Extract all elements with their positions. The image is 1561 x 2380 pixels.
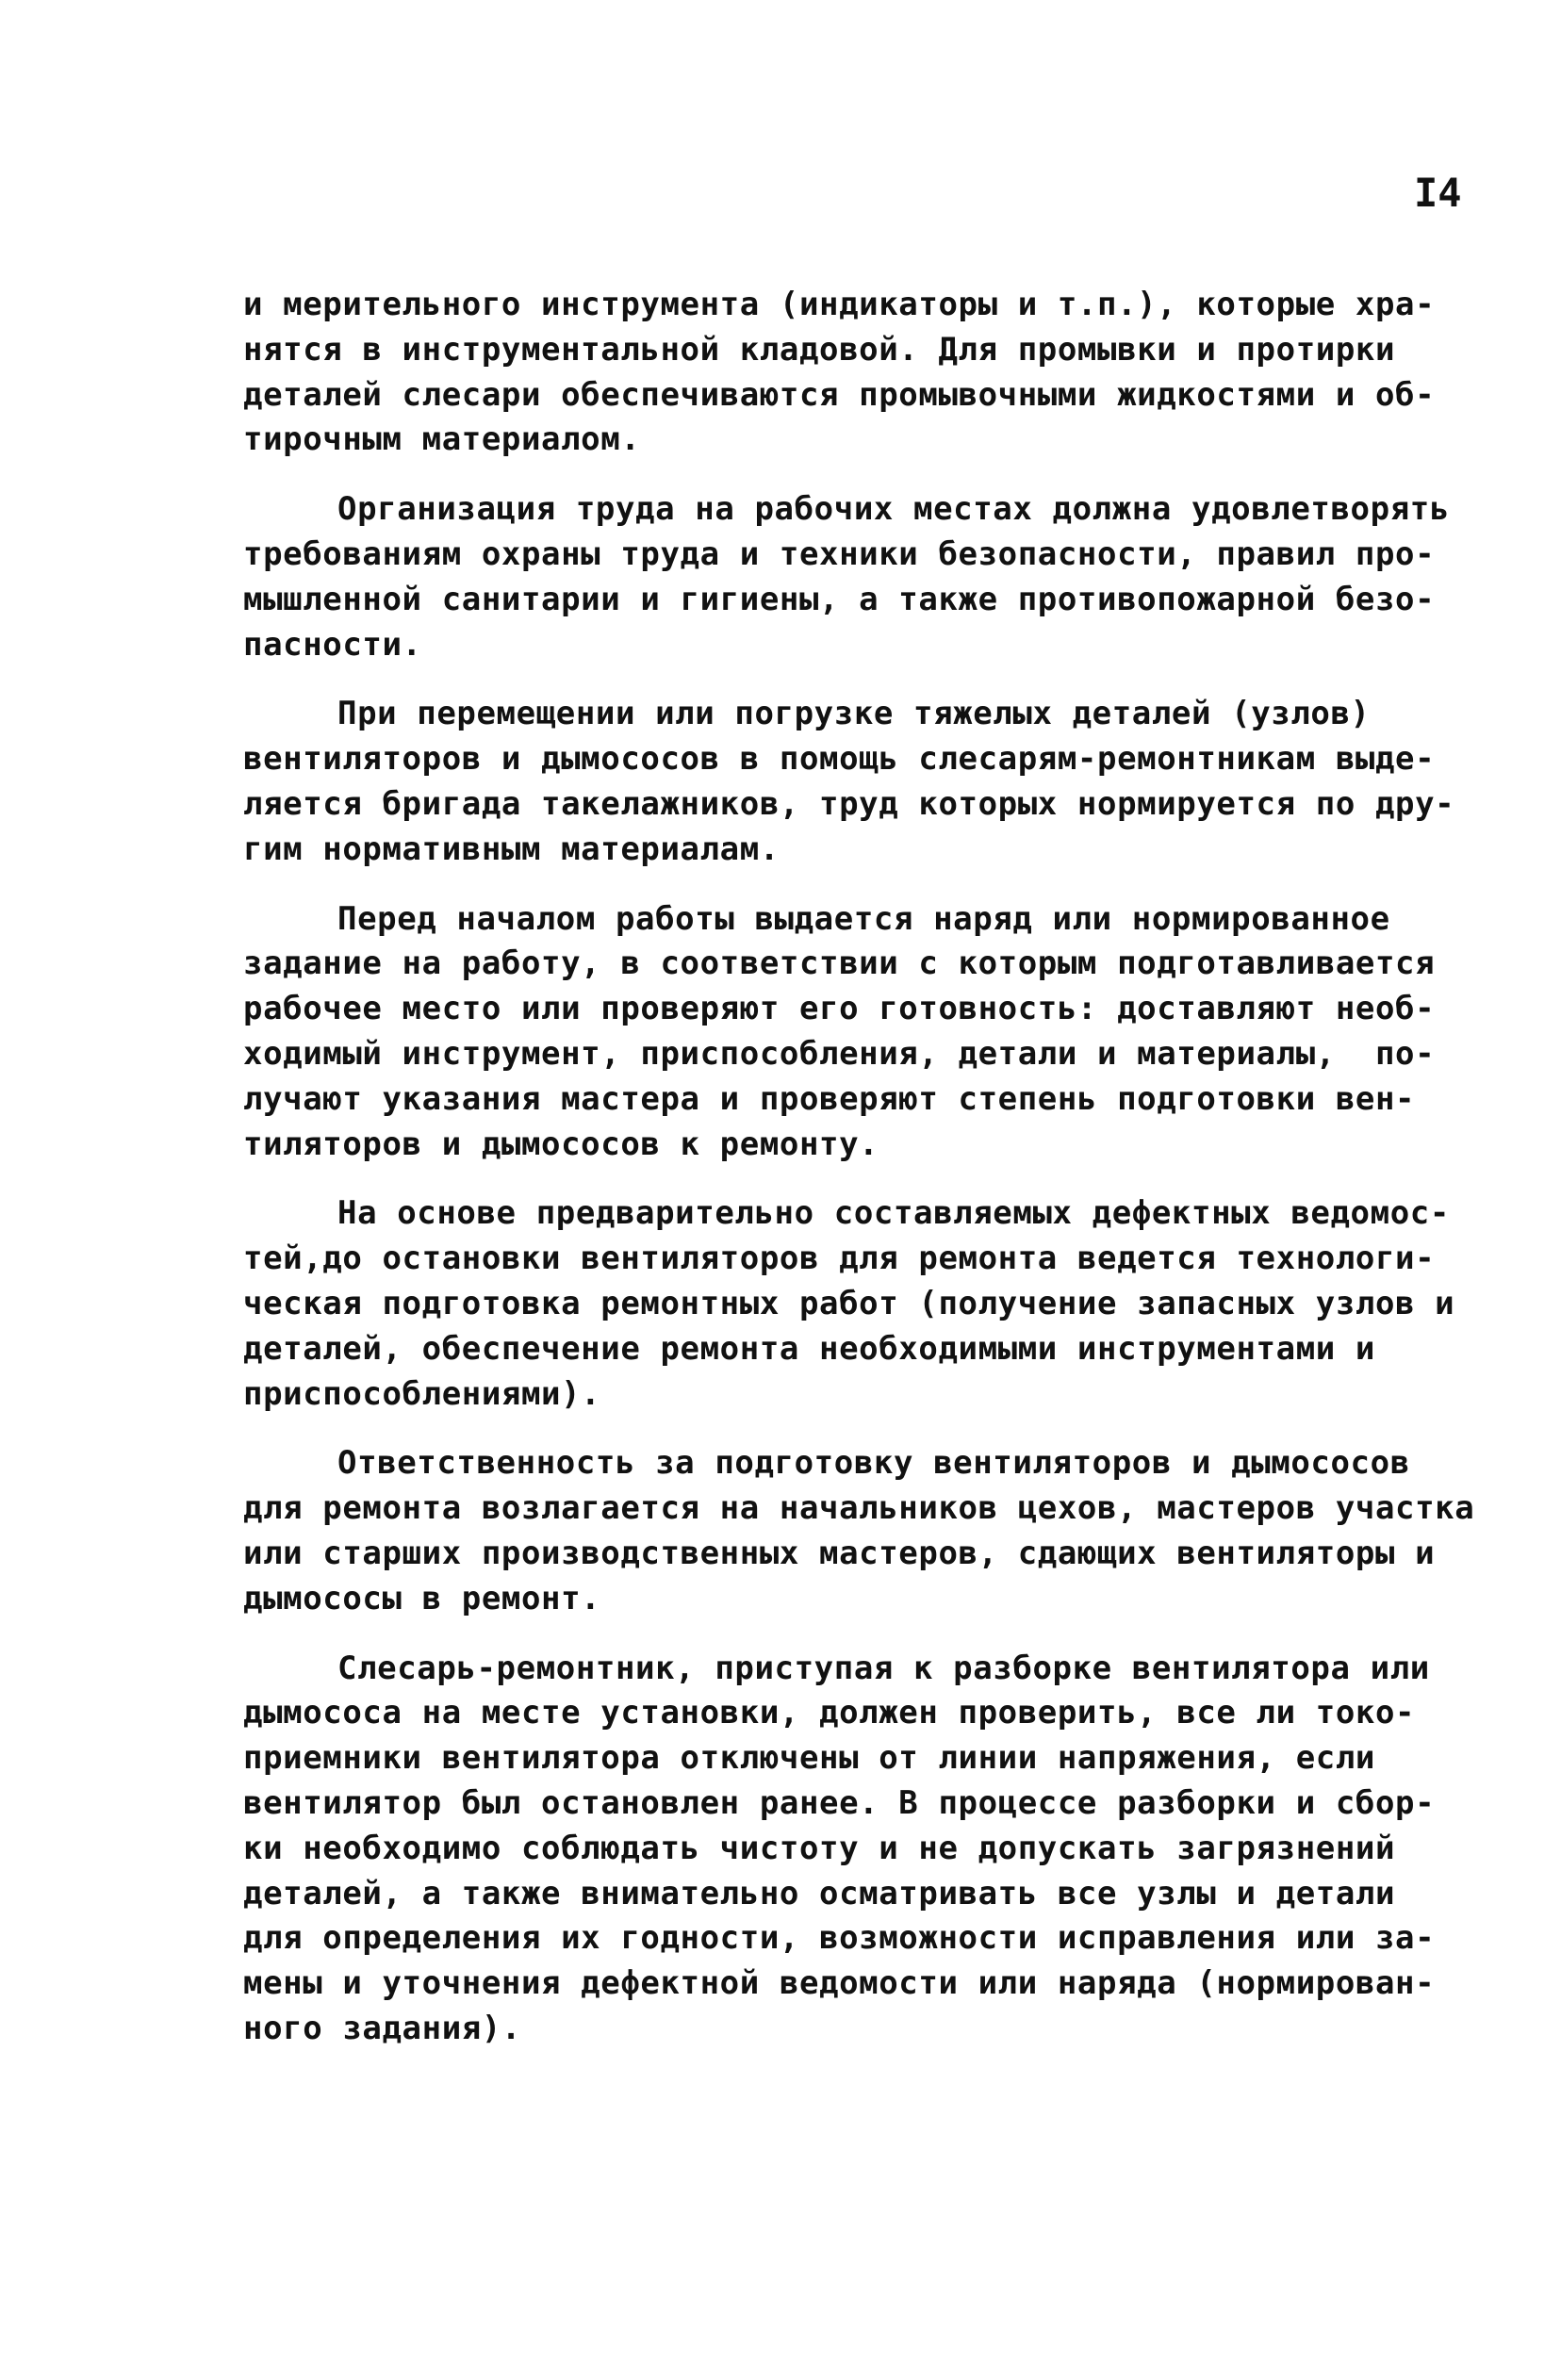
text-line: требованиям охраны труда и техники безопасности, правил про- (243, 534, 1436, 573)
paragraph (243, 1647, 1506, 2052)
text-line: На основе предварительно составляемых дефектных ведомос- (337, 1194, 1450, 1233)
text-line: Перед началом работы выдается наряд или нормированное (337, 899, 1390, 938)
text-line: пасности. (243, 625, 422, 664)
text-line: для ремонта возлагается на начальников цехов, мастеров участка (243, 1489, 1475, 1528)
text-line: задание на работу, в соответствии с которым подготавливается (243, 944, 1436, 983)
text-line: и мерительного инструмента (индикаторы и т.п.), которые хра- (243, 286, 1436, 323)
text-line: деталей, обеспечение ремонта необходимыми инструментами и (243, 1329, 1375, 1368)
text-line: деталей, а также внимательно осматривать все узлы и детали (243, 1874, 1396, 1912)
text-line: нятся в инструментальной кладовой. Для промывки и протирки (243, 330, 1396, 369)
text-line: для определения их годности, возможности исправления или за- (243, 1919, 1436, 1958)
text-line: Ответственность за подготовку вентиляторов и дымососов (337, 1444, 1410, 1483)
text-line: ки необходимо соблюдать чистоту и не допускать загрязнений (243, 1829, 1396, 1867)
text-line: Организация труда на рабочих местах должна удовлетворять (337, 490, 1450, 529)
text-line: При перемещении или погрузке тяжелых деталей (узлов) (337, 695, 1371, 733)
text-line: Слесарь-ремонтник, приступая к разборке вентилятора или (337, 1649, 1430, 1687)
text-line: или старших производственных мастеров, сдающих вентиляторы и (243, 1534, 1436, 1572)
paragraph (243, 692, 1506, 872)
text-line: дымососы в ремонт. (243, 1579, 601, 1617)
text-line: приемники вентилятора отключены от линии напряжения, если (243, 1739, 1375, 1778)
paragraph (243, 1191, 1506, 1417)
text-line: тей,до остановки вентиляторов для ремонта ведется технологи- (243, 1239, 1436, 1278)
paragraph (243, 283, 1506, 463)
document-body (243, 283, 1506, 2076)
text-line: вентиляторов и дымососов в помощь слесарям-ремонтникам выде- (243, 740, 1436, 779)
page-number: I4 (1414, 170, 1462, 216)
text-line: тиляторов и дымососов к ремонту. (243, 1124, 879, 1163)
text-line: ляется бригада такелажников, труд которых нормируется по дру- (243, 784, 1455, 823)
text-line: мены и уточнения дефектной ведомости или наряда (нормирован- (243, 1964, 1436, 2003)
paragraph (243, 1441, 1506, 1621)
text-line: мышленной санитарии и гигиены, а также противопожарной безо- (243, 580, 1436, 618)
paragraph (243, 487, 1506, 667)
text-line: лучают указания мастера и проверяют степень подготовки вен- (243, 1079, 1416, 1118)
text-line: тирочным материалом. (243, 420, 641, 459)
text-line: деталей слесари обеспечиваются промывочными жидкостями и об- (243, 375, 1436, 414)
text-line: дымососа на месте установки, должен проверить, все ли токо- (243, 1694, 1416, 1732)
paragraph (243, 897, 1506, 1168)
text-line: ходимый инструмент, приспособления, детали и материалы, по- (243, 1034, 1436, 1073)
text-line: ческая подготовка ремонтных работ (получение запасных узлов и (243, 1284, 1455, 1322)
text-line: гим нормативным материалам. (243, 829, 780, 868)
text-line: рабочее место или проверяют его готовность: доставляют необ- (243, 990, 1436, 1028)
text-line: ного задания). (243, 2009, 521, 2047)
text-line: вентилятор был остановлен ранее. В процессе разборки и сбор- (243, 1783, 1436, 1822)
text-line: приспособлениями). (243, 1374, 601, 1413)
